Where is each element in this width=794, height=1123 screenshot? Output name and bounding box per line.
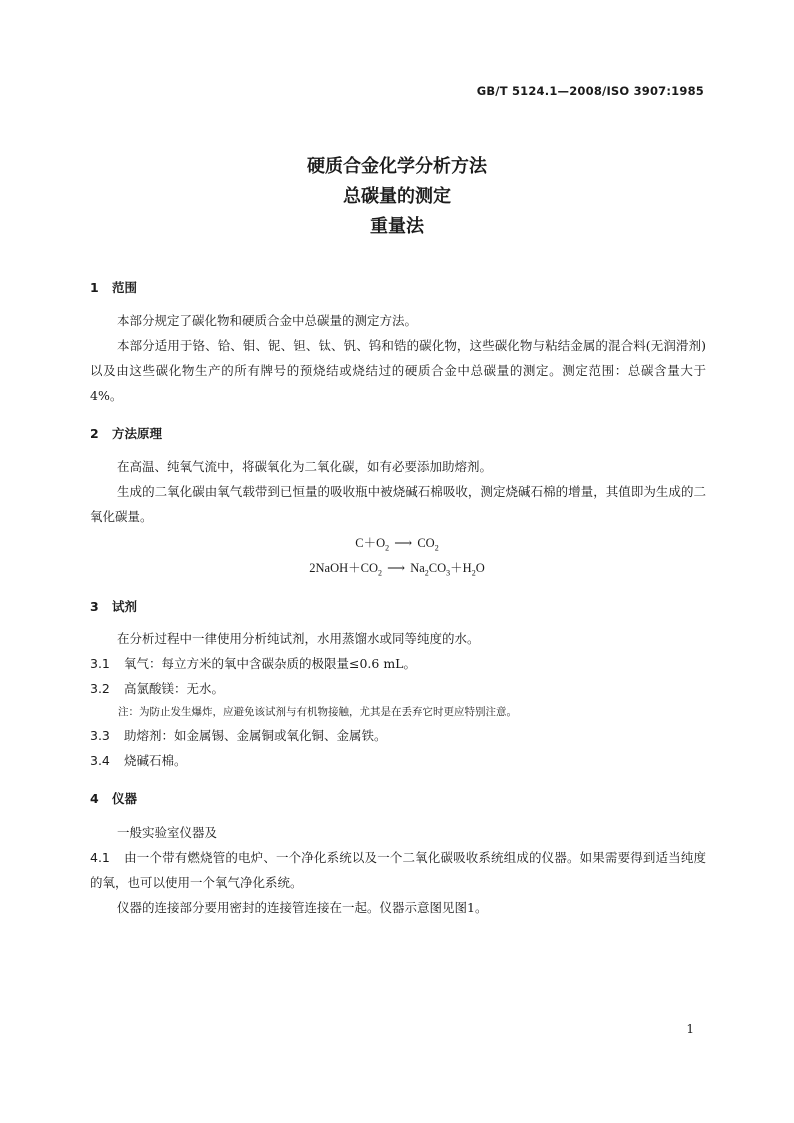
clause-number: 3.2 xyxy=(90,681,110,696)
equation-1: $C+O_2$ ⟶ $CO_2$ xyxy=(355,536,439,553)
section-1-paragraph-1: 本部分规定了碳化物和硬质合金中总碳量的测定方法。 xyxy=(117,313,418,328)
clause-number: 4.1 xyxy=(90,850,110,865)
section-2-paragraph-1: 在高温、纯氧气流中，将碳氧化为二氧化碳，如有必要添加助熔剂。 xyxy=(117,459,493,474)
clause-number: 3.1 xyxy=(90,656,110,671)
section-1-paragraph-2: 本部分适用于铬、铪、钼、铌、钽、钛、钒、钨和锆的碳化物，这些碳化物与粘结金属的混合料(无润滑剂)以及由这些碳化物生产的所有牌号的预烧结或烧结过的硬质合金中总碳量的测定。测定范围：总碳含量大于4%。 xyxy=(90,338,706,403)
section-4-paragraph-2: 仪器的连接部分要用密封的连接管连接在一起。仪器示意图见图1。 xyxy=(117,900,488,915)
clause-text: 烧碱石棉。 xyxy=(124,753,187,768)
section-title: 仪器 xyxy=(112,791,138,806)
clause-text: 高氯酸镁：无水。 xyxy=(124,681,225,696)
section-4-heading xyxy=(90,789,137,807)
clause-text: 由一个带有燃烧管的电炉、一个净化系统以及一个二氧化碳吸收系统组成的仪器。如果需要得到适当纯度的氧，也可以使用一个氧气净化系统。 xyxy=(90,850,706,890)
section-number: 1 xyxy=(90,280,99,295)
note: 注：为防止发生爆炸，应避免该试剂与有机物接触，尤其是在丢弃它时更应特别注意。 xyxy=(118,706,517,718)
section-number: 4 xyxy=(90,791,99,806)
page-number: 1 xyxy=(686,1022,694,1036)
document-title-line2: 总碳量的测定 xyxy=(343,186,451,207)
clause-3-1 xyxy=(90,651,706,676)
section-title: 方法原理 xyxy=(112,426,163,441)
section-3-heading xyxy=(90,597,137,615)
equation-2: $2NaOH+CO_2$ ⟶ $Na_2CO_3+H_2O$ xyxy=(309,561,485,578)
clause-text: 氧气：每立方米的氧中含碳杂质的极限量≤0.6 mL。 xyxy=(124,656,416,671)
section-title: 试剂 xyxy=(112,599,138,614)
clause-number: 3.3 xyxy=(90,728,110,743)
section-2-paragraph-2: 生成的二氧化碳由氧气载带到已恒量的吸收瓶中被烧碱石棉吸收，测定烧碱石棉的增量，其值即为生成的二氧化碳量。 xyxy=(90,484,706,524)
clause-text: 助熔剂：如金属锡、金属铜或氧化铜、金属铁。 xyxy=(124,728,387,743)
reaction-arrow-icon: ⟶ xyxy=(387,561,406,575)
section-3-paragraph-1: 在分析过程中一律使用分析纯试剂，水用蒸馏水或同等纯度的水。 xyxy=(117,631,480,646)
reaction-arrow-icon: ⟶ xyxy=(394,536,413,550)
section-1-heading xyxy=(90,278,137,296)
clause-3-4 xyxy=(90,748,706,773)
clause-4-1 xyxy=(90,845,706,895)
section-number: 3 xyxy=(90,599,99,614)
section-4-paragraph-1: 一般实验室仪器及 xyxy=(117,825,218,840)
document-title-line3: 重量法 xyxy=(370,216,424,237)
clause-3-2 xyxy=(90,676,706,701)
section-number: 2 xyxy=(90,426,99,441)
standard-number: GB/T 5124.1—2008/ISO 3907:1985 xyxy=(476,84,704,98)
section-2-heading xyxy=(90,424,162,442)
clause-number: 3.4 xyxy=(90,753,110,768)
clause-3-3 xyxy=(90,723,706,748)
section-title: 范围 xyxy=(112,280,138,295)
document-title-line1: 硬质合金化学分析方法 xyxy=(307,156,487,177)
